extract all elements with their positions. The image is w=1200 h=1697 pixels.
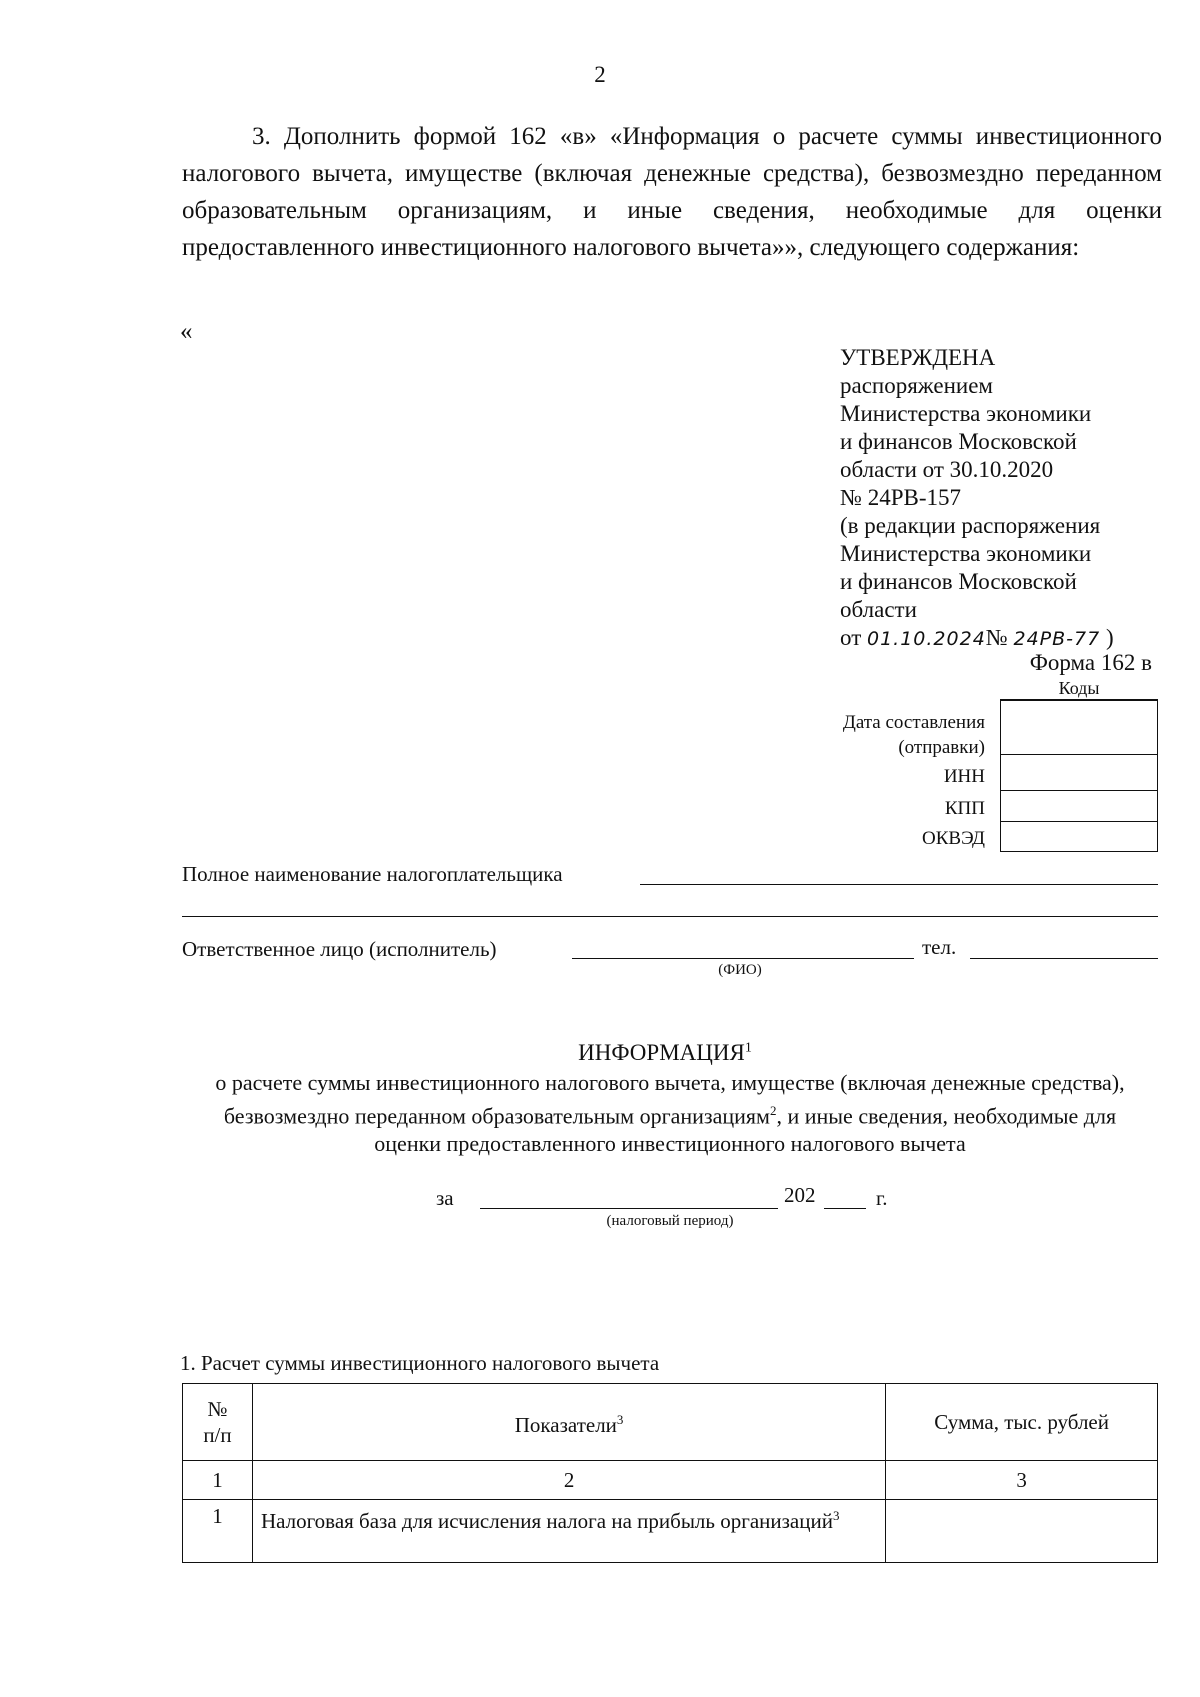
approval-line: области от 30.10.2020 [840,457,1054,482]
period-year: 202 [784,1183,816,1207]
approval-line: области [840,597,917,622]
code-label-okved: ОКВЭД [922,828,985,849]
code-cell-okved[interactable] [1001,822,1157,850]
info-title [0,1040,1200,1066]
info-subtitle [200,1069,1140,1158]
info-subtitle-footnote: 2 [769,1103,777,1118]
header-amount: Сумма, тыс. рублей [886,1384,1158,1461]
code-cell-kpp[interactable] [1001,791,1157,822]
period-suffix: г. [876,1186,888,1210]
codes-header: Коды [1000,678,1158,700]
header-num [183,1384,253,1461]
period-note: (налоговый период) [606,1213,734,1229]
responsible-person-label: Ответственное лицо (исполнитель) [182,937,497,961]
approval-line: (в редакции распоряжения [840,513,1101,538]
amended-number-sign: № [985,625,1008,650]
intro-paragraph: 3. Дополнить формой 162 «в» «Информация о расчете суммы инвестиционного налогового вычета, имуществе (включая денежные средства), безвозмездно переданном образовательным организациям, и иные сведения, необходимые для оценки предоставленного инвестиционного налогового вычета»», следующего содержания: [182,123,1162,261]
taxpayer-name-label: Полное наименование налогоплательщика [182,862,563,886]
row-indicator [252,1500,885,1563]
row-amount[interactable] [886,1500,1158,1563]
info-title-text: ИНФОРМАЦИЯ [578,1040,745,1065]
approval-amended-line [840,624,1170,653]
info-subtitle-part1: о расчете суммы инвестиционного налогового вычета, имуществе (включая денежные средства), безвозмездно переданном образовательным организациям [215,1070,1125,1129]
form-number: Форма 162 в [1029,650,1152,675]
column-number: 1 [183,1461,253,1500]
code-label-date-line2: (отправки) [898,737,985,758]
taxpayer-name-line-2[interactable] [182,916,1158,917]
column-number: 2 [252,1461,885,1500]
period-prefix: за [436,1186,454,1210]
opening-quote: « [180,318,193,345]
codes-box [1000,700,1158,852]
approval-line: № 24РВ-157 [840,485,961,510]
header-num-line2: п/п [203,1423,232,1447]
row-num: 1 [183,1500,253,1563]
phone-label: тел. [922,935,957,959]
header-indicators-text: Показатели [514,1412,617,1437]
page-number: 2 [594,62,606,87]
approval-line: распоряжением [840,373,993,398]
responsible-person-line[interactable] [572,958,914,959]
header-indicators-footnote: 3 [616,1411,624,1427]
taxpayer-name-line[interactable] [640,884,1158,885]
approval-line: Министерства экономики [840,401,1092,426]
header-indicators [252,1384,885,1461]
header-num-line1: № [207,1397,228,1421]
table-row [183,1500,1158,1563]
approval-line: Министерства экономики [840,541,1092,566]
row-indicator-footnote: 3 [832,1508,840,1523]
section-1-title: 1. Расчет суммы инвестиционного налогового вычета [180,1351,660,1375]
period-year-line[interactable] [824,1208,866,1209]
code-cell-date[interactable] [1001,701,1157,755]
approval-line: УТВЕРЖДЕНА [840,345,996,370]
amended-prefix: от [840,625,862,650]
code-label-kpp: КПП [944,798,985,819]
column-number-row [183,1461,1158,1500]
approval-line: и финансов Московской [840,569,1077,594]
calc-table [182,1383,1158,1563]
amended-number: 24РВ-77 [1013,628,1101,650]
period-line[interactable] [480,1208,778,1209]
approval-line: и финансов Московской [840,429,1077,454]
amended-suffix: ) [1105,625,1114,650]
code-label-date [843,710,985,760]
code-label-date-line1: Дата составления [842,712,985,733]
code-cell-inn[interactable] [1001,755,1157,791]
amended-date: 01.10.2024 [867,628,986,650]
column-number: 3 [886,1461,1158,1500]
code-label-inn: ИНН [943,766,985,787]
table-header-row [183,1384,1158,1461]
row-indicator-text: Налоговая база для исчисления налога на прибыль организаций [260,1509,833,1533]
fio-note: (ФИО) [718,962,762,978]
info-subtitle-part2: , и иные сведения, необходимые для оценки предоставленного инвестиционного налогового вычета [374,1103,1117,1157]
phone-line[interactable] [970,958,1158,959]
approval-block [840,344,1170,653]
info-title-footnote: 1 [744,1040,752,1056]
